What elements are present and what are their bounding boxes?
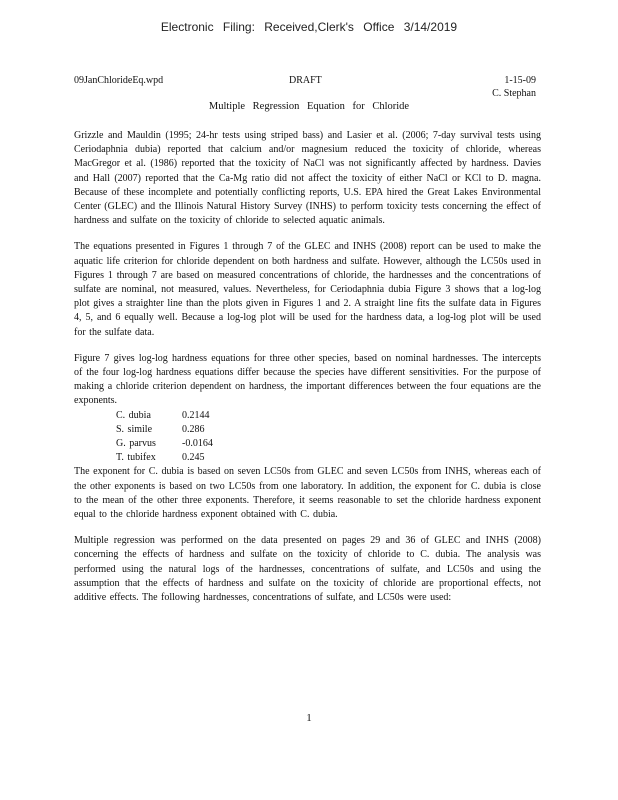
page-number: 1 (306, 712, 312, 724)
species-name: C. dubia (116, 409, 151, 421)
header-draft-label: DRAFT (289, 75, 322, 86)
header-date: 1-15-09 (504, 75, 536, 86)
document-body (74, 129, 541, 617)
exponent-value: -0.0164 (182, 438, 213, 450)
paragraph-1: Grizzle and Mauldin (1995; 24-hr tests using striped bass) and Lasier et al. (2006; 7-day survival tests using Ceriodaphnia dubia) reported that calcium and/or magnesium reduced the toxicity of chloride, whereas MacGregor et al. (1986) reported that the toxicity of NaCl was not significantly affected by hardness. Davies and Hall (2007) reported that the Ca-Mg ratio did not affect the toxicity of either NaCl or KCl to D. magna. Because of these incomplete and potentially conflicting reports, U.S. EPA hired the Great Lakes Environmental Center (GLEC) and the Illinois Natural History Survey (INHS) to perform toxicity tests concerning the effect of hardness and sulfate on the toxicity of chloride to selected aquatic animals. (74, 130, 541, 227)
header-date-author (492, 74, 536, 100)
document-title: Multiple Regression Equation for Chloride (208, 101, 410, 112)
paragraph-5: Multiple regression was performed on the data presented on pages 29 and 36 of GLEC and INHS (2008) concerning the effects of hardness and sulfate on the toxicity of chloride to C. dubia. The analysis was performed using the natural logs of the hardnesses, concentrations of sulfate, and LC50s and using the assumption that the effects of hardness and sulfate on the toxicity of chloride are proportional effects, not additive effects. The following hardnesses, concentrations of sulfate, and LC50s were used: (74, 535, 541, 604)
species-name: S. simile (116, 423, 153, 435)
paragraph-2: The equations presented in Figures 1 through 7 of the GLEC and INHS (2008) report can be used to make the aquatic life criterion for chloride dependent on both hardness and sulfate. However, although the LC50s used in Figures 1 through 7 are based on measured concentrations of chloride, the hardnesses and the concentrations of sulfate are nominal, not measured, values. Nevertheless, for Ceriodaphnia dubia Figure 3 shows that a log-log plot gives a straighter line than the plots given in Figures 1 and 2. A straight line fits the sulfate data in Figures 4, 5, and 6 equally well. Because a log-log plot will be used for the hardness data, a log-log plot will be used for the sulfate data. (74, 241, 541, 338)
exponent-row (116, 451, 242, 465)
exponent-value: 0.286 (182, 423, 205, 435)
exponent-row (116, 423, 242, 437)
header-author: C. Stephan (492, 88, 536, 99)
exponent-value: 0.245 (182, 452, 205, 464)
exponent-row (116, 437, 242, 451)
filing-stamp: Electronic Filing: Received,Clerk's Office 3/14/2019 (160, 20, 458, 34)
exponent-value: 0.2144 (182, 409, 210, 421)
species-name: G. parvus (116, 438, 156, 450)
paragraph-3: Figure 7 gives log-log hardness equations for three other species, based on nominal hardnesses. The intercepts of the four log-log hardness equations differ because the species have different sensitivities. For the purpose of making a chloride criterion dependent on hardness, the important differences between the four equations are the exponents. (74, 352, 541, 407)
header-filename: 09JanChlorideEq.wpd (74, 75, 164, 86)
exponent-row (116, 409, 242, 423)
exponent-table (116, 409, 242, 466)
paragraph-4: The exponent for C. dubia is based on seven LC50s from GLEC and seven LC50s from INHS, whereas each of the other exponents is based on two LC50s from one laboratory. In addition, the exponent for C. dubia is close to the mean of the other three exponents. Therefore, it seems reasonable to set the chloride hardness exponent equal to the chloride hardness exponent obtained with C. dubia. (74, 466, 541, 521)
species-name: T. tubifex (116, 452, 156, 464)
